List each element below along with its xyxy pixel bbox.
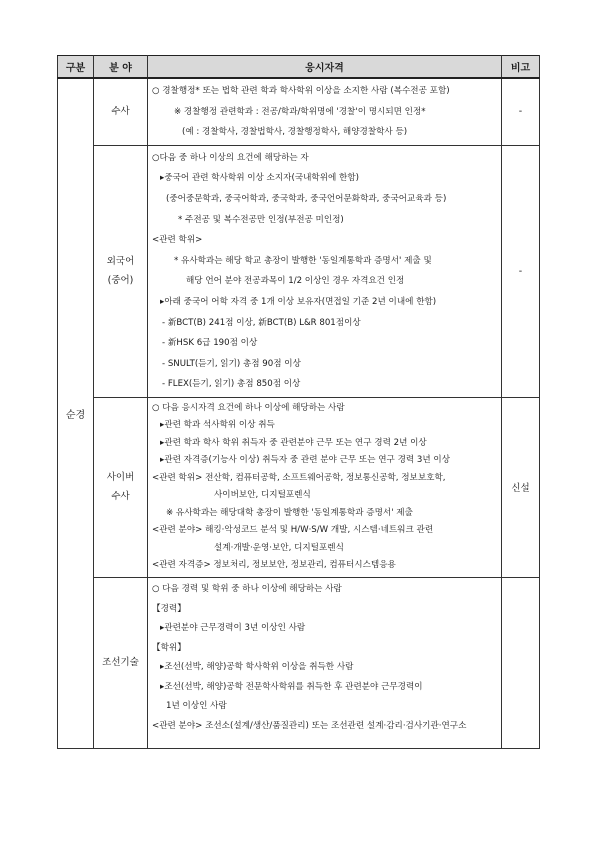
qual-line: ○ 다음 응시자격 요건에 하나 이상에 해당하는 사람 — [152, 402, 345, 413]
qualification-cell — [148, 78, 502, 145]
qual-line: 【경력】 — [152, 603, 186, 614]
qual-line: - 新HSK 6급 190점 이상 — [162, 338, 258, 349]
qual-line: 【학위】 — [152, 642, 186, 653]
qual-line: * 유사학과는 해당 학교 총장이 발행한 '동일계통학과 증명서' 제출 및 — [174, 255, 432, 266]
header-field: 분 야 — [94, 56, 148, 79]
row-shipbuilding — [58, 577, 540, 748]
field-cell — [94, 145, 148, 397]
qual-line: ▸관련 학과 석사학위 이상 취득 — [160, 420, 275, 431]
qual-line: <관련 분야> 해킹·악성코드 분석 및 H/W·S/W 개발, 시스템·네트워크 관련 — [152, 525, 434, 536]
qualification-table — [57, 55, 540, 749]
qual-line: 해당 언어 분야 전공과목이 1/2 이상인 경우 자격요건 인정 — [186, 276, 405, 287]
row-investigation — [58, 78, 540, 145]
row-cyber-investigation — [58, 397, 540, 577]
remark-cell: - — [502, 145, 540, 397]
qual-line: ○다음 중 하나 이상의 요건에 해당하는 자 — [152, 152, 309, 163]
qual-line: - FLEX(듣기, 읽기) 총점 850점 이상 — [162, 379, 301, 390]
field-label: 수사 — [111, 491, 130, 503]
qual-line: <관련 학위> 전산학, 컴퓨터공학, 소프트웨어공학, 정보통신공학, 정보보호학, — [152, 472, 446, 483]
qualification-cell — [148, 145, 502, 397]
header-row — [58, 56, 540, 79]
qual-line: ▸조선(선박, 해양)공학 학사학위 이상을 취득한 사람 — [160, 662, 354, 673]
qual-line: <관련 학위> — [152, 235, 203, 246]
qual-line: ※ 경찰행정 관련학과 : 전공/학과/학위명에 '경찰'이 명시되면 인정* — [174, 106, 426, 117]
field-label: 수사 — [111, 106, 130, 118]
qual-line: * 주전공 및 복수전공만 인정(부전공 미인정) — [178, 214, 344, 225]
qualification-cell — [148, 577, 502, 748]
field-label: 조선기술 — [102, 657, 139, 669]
header-qualification: 응시자격 — [148, 56, 502, 79]
row-foreign-language — [58, 145, 540, 397]
remark-cell: - — [502, 78, 540, 145]
qual-line: ▸관련 자격증(기능사 이상) 취득자 중 관련 분야 근무 또는 연구 경력 3년 이상 — [160, 455, 451, 466]
remark-cell: 신설 — [502, 397, 540, 577]
qualification-cell — [148, 397, 502, 577]
header-group: 구분 — [58, 56, 94, 79]
field-label: (중어) — [107, 275, 134, 287]
group-cell: 순경 — [58, 78, 94, 748]
field-label: 외국어 — [106, 256, 135, 268]
qual-line: - 新BCT(B) 241점 이상, 新BCT(B) L&R 801점이상 — [162, 317, 361, 328]
qual-line: - SNULT(듣기, 읽기) 총점 90점 이상 — [162, 358, 301, 369]
qual-line: ▸관련분야 근무경력이 3년 이상인 사람 — [160, 623, 306, 634]
field-cell — [94, 397, 148, 577]
qual-line: (중어중문학과, 중국어학과, 중국학과, 중국언어문화학과, 중국어교육과 등) — [166, 193, 447, 204]
field-cell — [94, 577, 148, 748]
remark-cell — [502, 577, 540, 748]
field-label: 사이버 — [106, 472, 135, 484]
qual-line: ○ 다음 경력 및 학위 중 하나 이상에 해당하는 사람 — [152, 583, 342, 594]
qual-line: <관련 분야> 조선소(설계/생산/품질관리) 또는 조선관련 설계·감리·검사기관·연구소 — [152, 721, 467, 732]
qual-line: ▸아래 중국어 어학 자격 중 1개 이상 보유자(면접일 기준 2년 이내에 한함) — [160, 296, 437, 307]
qual-line: 사이버보안, 디지털포렌식 — [214, 490, 311, 501]
qual-line: ▸관련 학과 학사 학위 취득자 중 관련분야 근무 또는 연구 경력 2년 이상 — [160, 437, 427, 448]
qual-line: ▸중국어 관련 학사학위 이상 소지자(국내학위에 한함) — [160, 173, 360, 184]
qual-line: 설계·개발·운영·보안, 디지털포렌식 — [214, 542, 344, 553]
qual-line: (예 : 경찰학사, 경찰법학사, 경찰행정학사, 해양경찰학사 등) — [182, 127, 408, 138]
qual-line: ※ 유사학과는 해당대학 총장이 발행한 '동일계통학과 증명서' 제출 — [166, 507, 413, 518]
field-cell — [94, 78, 148, 145]
qual-line: ○ 경찰행정* 또는 법학 관련 학과 학사학위 이상을 소지한 사람 (복수전공 포함) — [152, 86, 450, 96]
header-remarks: 비고 — [502, 56, 540, 79]
qual-line: ▸조선(선박, 해양)공학 전문학사학위를 취득한 후 관련분야 근무경력이 — [160, 681, 423, 692]
qual-line: <관련 자격증> 정보처리, 정보보안, 정보관리, 컴퓨터시스템응용 — [152, 560, 396, 571]
qual-line: 1년 이상인 사람 — [166, 701, 227, 712]
